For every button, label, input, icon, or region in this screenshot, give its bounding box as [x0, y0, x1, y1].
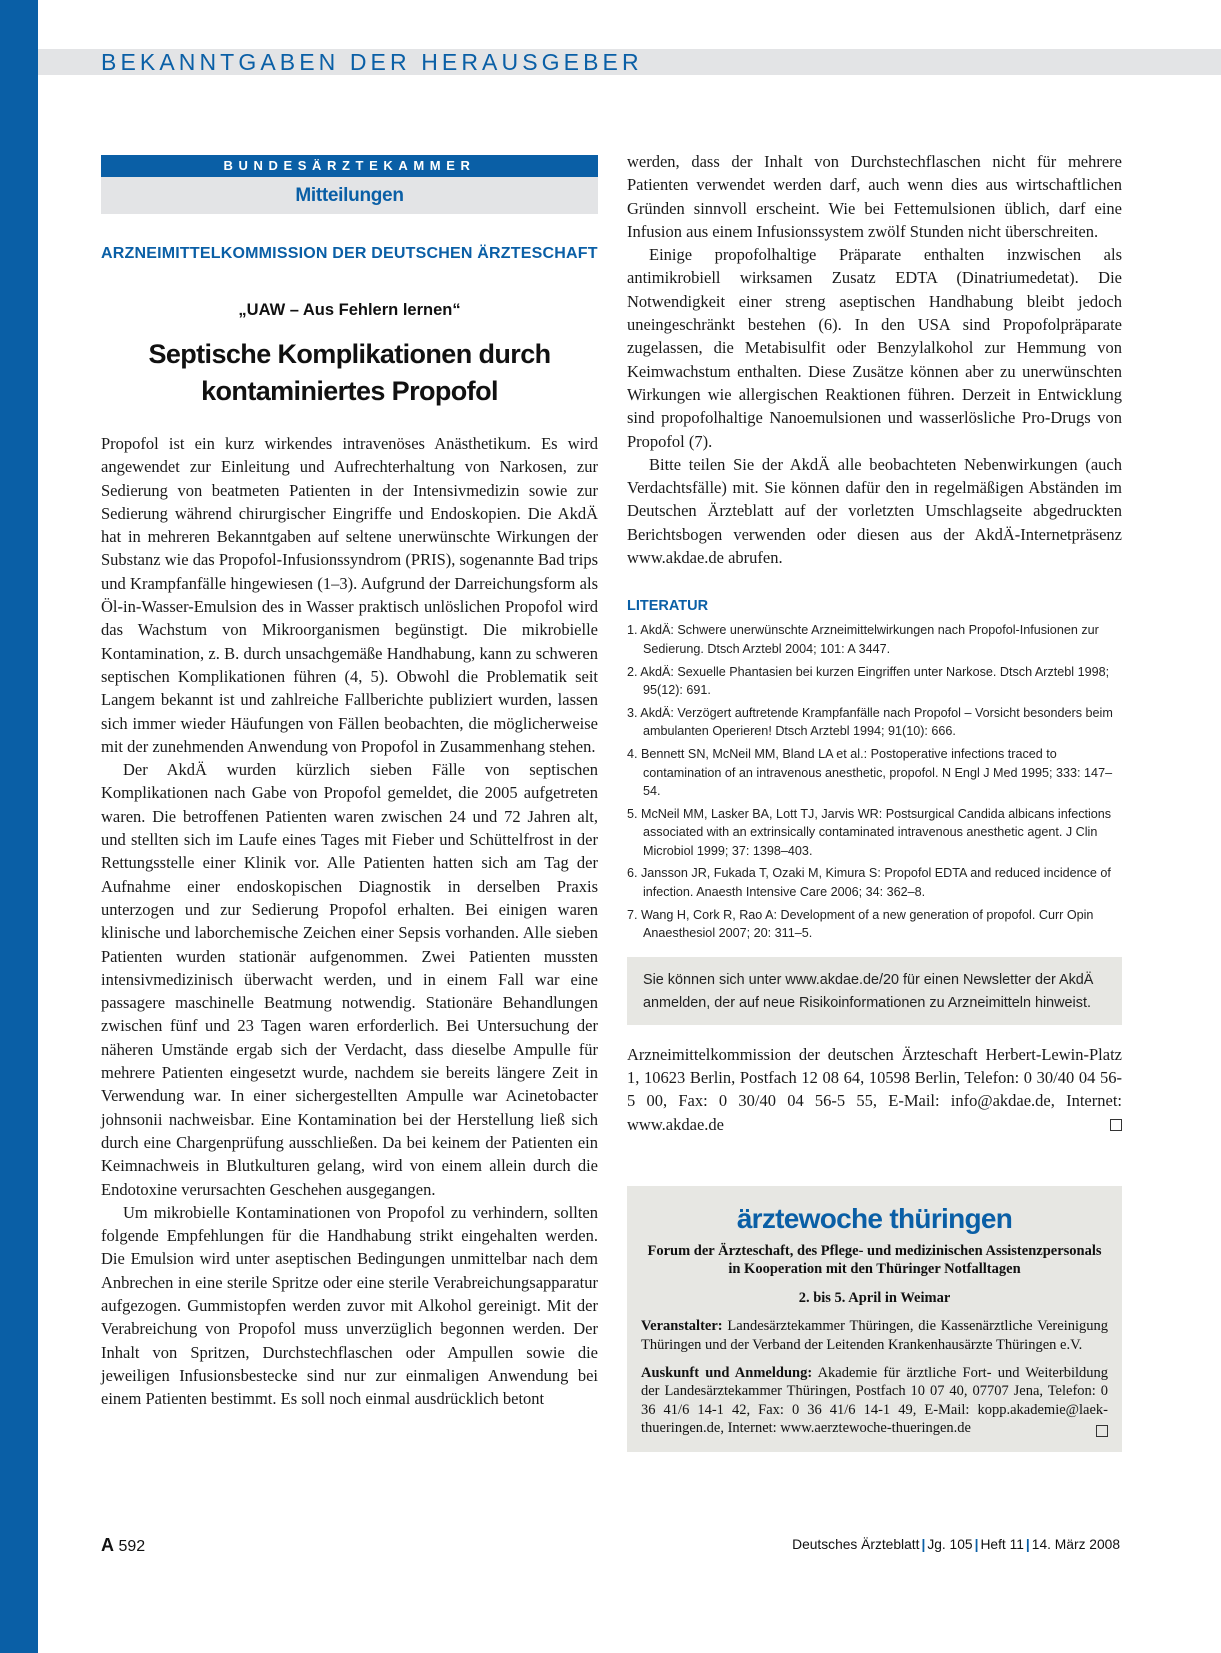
reference-item: 5. McNeil MM, Lasker BA, Lott TJ, Jarvis WR: Postsurgical Candida albicans infections associated with an extrinsically contaminated intravenous anesthetic agent. J Clin Microbiol 1999; 37: 1398–403. — [627, 806, 1112, 858]
ad-info-text: Akademie für ärztliche Fort- und Weiterbildung der Landesärztekammer Thüringen, Postfach 10 07 40, 07707 Jena, Telefon: 0 36 41/6 14-1 42, Fax: 0 36 41/6 14-1 49, E-Mail: kopp.akademie@laek-thueringen.de, Internet: www.aerztewoche-thueringen.de — [641, 1365, 1108, 1437]
ad-organizer-label: Veranstalter: — [641, 1318, 723, 1335]
article-body-left — [101, 432, 598, 1410]
subheading-bar: Mitteilungen — [101, 177, 598, 214]
footer-separator: | — [1025, 1537, 1030, 1552]
journal-date: 14. März 2008 — [1031, 1537, 1120, 1552]
literature-heading: LITERATUR — [627, 598, 709, 615]
footer-separator: | — [974, 1537, 979, 1552]
paragraph-6: Bitte teilen Sie der AkdÄ alle beobachteten Nebenwirkungen (auch Verdachtsfälle) mit. Sie können dafür den in regelmäßigen Abständen im Deutschen Ärzteblatt auf der vorletzten Umschlagseite abgedruckten Berichtsbogen verwenden oder diesen aus der AkdÄ-Internetpräsenz www.akdae.de abrufen. — [627, 454, 1122, 568]
reference-item: 2. AkdÄ: Sexuelle Phantasien bei kurzen Eingriffen unter Narkose. Dtsch Arztebl 1998; 95(12): 691. — [627, 664, 1110, 698]
organization-bar: BUNDESÄRZTEKAMMER — [101, 155, 598, 177]
newsletter-note: Sie können sich unter www.akdae.de/20 für einen Newsletter der AkdÄ anmelden, der auf neue Risikoinformationen zu Arzneimitteln hinweist. — [627, 957, 1122, 1025]
journal-name: Deutsches Ärzteblatt — [792, 1537, 920, 1552]
article-title: Septische Komplikationen durch kontaminiertes Propofol — [148, 339, 551, 406]
section-header: BEKANNTGABEN DER HERAUSGEBER — [101, 49, 643, 75]
contact-text: Arzneimittelkommission der deutschen Ärzteschaft Herbert-Lewin-Platz 1, 10623 Berlin, Postfach 12 08 64, 10598 Berlin, Telefon: 0 30/40 04 56-5 00, Fax: 0 30/40 04 56-5 55, E-Mail: info@akdae.de, Internet: www.akdae.de — [627, 1044, 1122, 1134]
reference-item: 6. Jansson JR, Fukada T, Ozaki M, Kimura S: Propofol EDTA and reduced incidence of infection. Anaesth Intensive Care 2006; 34: 362–8. — [627, 866, 1111, 900]
contact-block — [627, 1043, 1122, 1136]
event-ad-box — [627, 1186, 1122, 1452]
ad-organizer — [641, 1317, 1108, 1354]
reference-item: 1. AkdÄ: Schwere unerwünschte Arzneimittelwirkungen nach Propofol-Infusionen zur Sedierung. Dtsch Arztebl 2004; 101: A 3447. — [627, 623, 1099, 656]
end-of-article-square-icon — [1110, 1119, 1122, 1131]
footer-separator: | — [921, 1537, 926, 1552]
ad-end-square-icon — [1096, 1425, 1108, 1437]
ad-info-label: Auskunft und Anmeldung: — [641, 1365, 813, 1382]
paragraph-4: werden, dass der Inhalt von Durchstechflaschen nicht für mehrere Patienten verwendet werden darf, auch wenn dies aus wirtschaftlichen Gründen sinnvoll erscheint. Wie bei Fettemulsionen üblich, darf eine Infusion aus einem Infusionssystem zwölf Stunden nicht überschreiten. — [627, 152, 1122, 241]
ad-title: ärztewoche thüringen — [736, 1203, 1013, 1235]
journal-issue: Heft 11 — [980, 1537, 1024, 1552]
ad-organizer-text: Landesärztekammer Thüringen, die Kassenärztliche Vereinigung Thüringen und der Verband der Leitenden Krankenhausärzte Thüringen e.V. — [641, 1318, 1108, 1353]
paragraph-3: Um mikrobielle Kontaminationen von Propofol zu verhindern, sollten folgende Empfehlungen für die Handhabung strikt eingehalten werden. Die Emulsion wird unter aseptischen Bedingungen unmittelbar nach dem Anbrechen in eine sterile Spritze oder eine sterile Verabreichungsapparatur aufgezogen. Gummistopfen werden zuvor mit Alkohol gereinigt. Mit der Verabreichung von Propofol muss unverzüglich begonnen werden. Der Inhalt von Spritzen, Durchstechflaschen oder Ampullen sowie die jeweiligen Infusionsbestecke sind nur zur einmaligen Anwendung bei einem Patienten bestimmt. Es soll noch einmal ausdrücklich betont — [101, 1202, 598, 1409]
paragraph-5: Einige propofolhaltige Präparate enthalten inzwischen als antimikrobiell wirksamen Zusatz EDTA (Dinatriumedetat). Die Notwendigkeit einer streng aseptischen Handhabung bleibt jedoch uneingeschränkt bestehen (6). In den USA sind Propofolpräparate zugelassen, die Metabisulfit oder Benzylalkohol zur Hemmung von Keimwachstum enthalten. Diese Zusätze können aber zu unerwünschten Wirkungen wie allergischen Reaktionen führen. Derzeit in Entwicklung sind propofolhaltige Nanoemulsionen und wasserlösliche Pro-Drugs von Propofol (7). — [627, 245, 1122, 451]
ad-info — [641, 1364, 1108, 1438]
paragraph-2: Der AkdÄ wurden kürzlich sieben Fälle von septischen Komplikationen nach Gabe von Propofol gemeldet, die 2005 aufgetreten waren. Die betroffenen Patienten waren zwischen 24 und 72 Jahren alt, und stellten sich im Laufe eines Tages mit Fieber und Schüttelfrost in der Rettungsstelle einer Klinik vor. Alle Patienten hatten sich am Tag der Aufnahme einer endoskopischen Diagnostik in derselben Praxis unterzogen und zur Sedierung Propofol erhalten. Bei einigen waren klinische und laborchemische Zeichen einer Sepsis vorhanden. Alle sieben Patienten wurden stationär aufgenommen. Zwei Patienten mussten intensivmedizinisch überwacht werden, und in einem Fall war eine passagere maschinelle Beatmung notwendig. Stationäre Behandlungen zwischen fünf und 23 Tagen waren erforderlich. Bei Untersuchung der näheren Umstände ergab sich der Verdacht, dass dieselbe Ampulle für mehrere Patienten eingesetzt wurde, nachdem sie bereits längere Zeit in Verwendung war. In einer sichergestellten Ampulle war Acinetobacter johnsonii nachweisbar. Eine Kontamination bei der Herstellung ließ sich durch eine Chargenprüfung ausschließen. Da bei keinem der Patienten ein Keimnachweis in Blutkulturen gelang, wird von einem allein durch die Endotoxine verursachten Geschehen ausgegangen. — [101, 760, 598, 1199]
page-letter: A — [101, 1535, 114, 1555]
reference-list — [627, 621, 1122, 943]
page-number — [101, 1535, 145, 1556]
journal-volume: Jg. 105 — [927, 1537, 973, 1552]
right-column — [627, 150, 1122, 1452]
paragraph-1: Propofol ist ein kurz wirkendes intravenöses Anästhetikum. Es wird angewendet zur Einleitung und Aufrechterhaltung von Narkosen, zur Sedierung von beatmeten Patienten in der Intensivmedizin sowie zur Sedierung während chirurgischer Eingriffe und Endoskopien. Die AkdÄ hat in mehreren Bekanntgaben auf seltene unerwünschte Wirkungen der Substanz wie das Propofol-Infusionssyndrom (PRIS), sogenannte Bad trips und Krampfanfälle hingewiesen (1–3). Aufgrund der Darreichungsform als Öl-in-Wasser-Emulsion des in Wasser praktisch unlöslichen Propofol wird das Wachstum von Mikroorganismen begünstigt. Die mikrobielle Kontamination, z. B. durch unsachgemäße Handhabung, kann zu schweren septischen Komplikationen führen (4, 5). Obwohl die Problematik seit Langem bekannt ist und zahlreiche Fallberichte publiziert wurden, lassen sich immer wieder Häufungen von Fällen beobachten, die möglicherweise mit der zunehmenden Anwendung von Propofol in Zusammenhang stehen. — [101, 434, 598, 756]
article-body-right — [627, 150, 1122, 569]
reference-item: 4. Bennett SN, McNeil MM, Bland LA et al.: Postoperative infections traced to contamination of an intravenous anesthetic, propofol. N Engl J Med 1995; 333: 147–54. — [627, 746, 1113, 799]
journal-footer — [792, 1537, 1120, 1552]
ad-subtitle: Forum der Ärzteschaft, des Pflege- und medizinischen Assistenzpersonals in Kooperation mit den Thüringer Notfalltagen — [647, 1243, 1102, 1278]
reference-item: 3. AkdÄ: Verzögert auftretende Krampfanfälle nach Propofol – Vorsicht besonders beim ambulanten Operieren! Dtsch Arztebl 1994; 91(10): 666. — [627, 705, 1113, 739]
commission-heading: ARZNEIMITTELKOMMISSION DER DEUTSCHEN ÄRZTESCHAFT — [101, 245, 598, 262]
reference-item: 7. Wang H, Cork R, Rao A: Development of a new generation of propofol. Curr Opin Anaesthesiol 2007; 20: 311–5. — [627, 907, 1094, 941]
ad-date: 2. bis 5. April in Weimar — [798, 1289, 951, 1306]
page-number-value: 592 — [118, 1538, 146, 1555]
left-column — [101, 155, 598, 1410]
article-kicker: „UAW – Aus Fehlern lernen“ — [238, 301, 461, 319]
left-color-bar — [0, 0, 38, 1653]
